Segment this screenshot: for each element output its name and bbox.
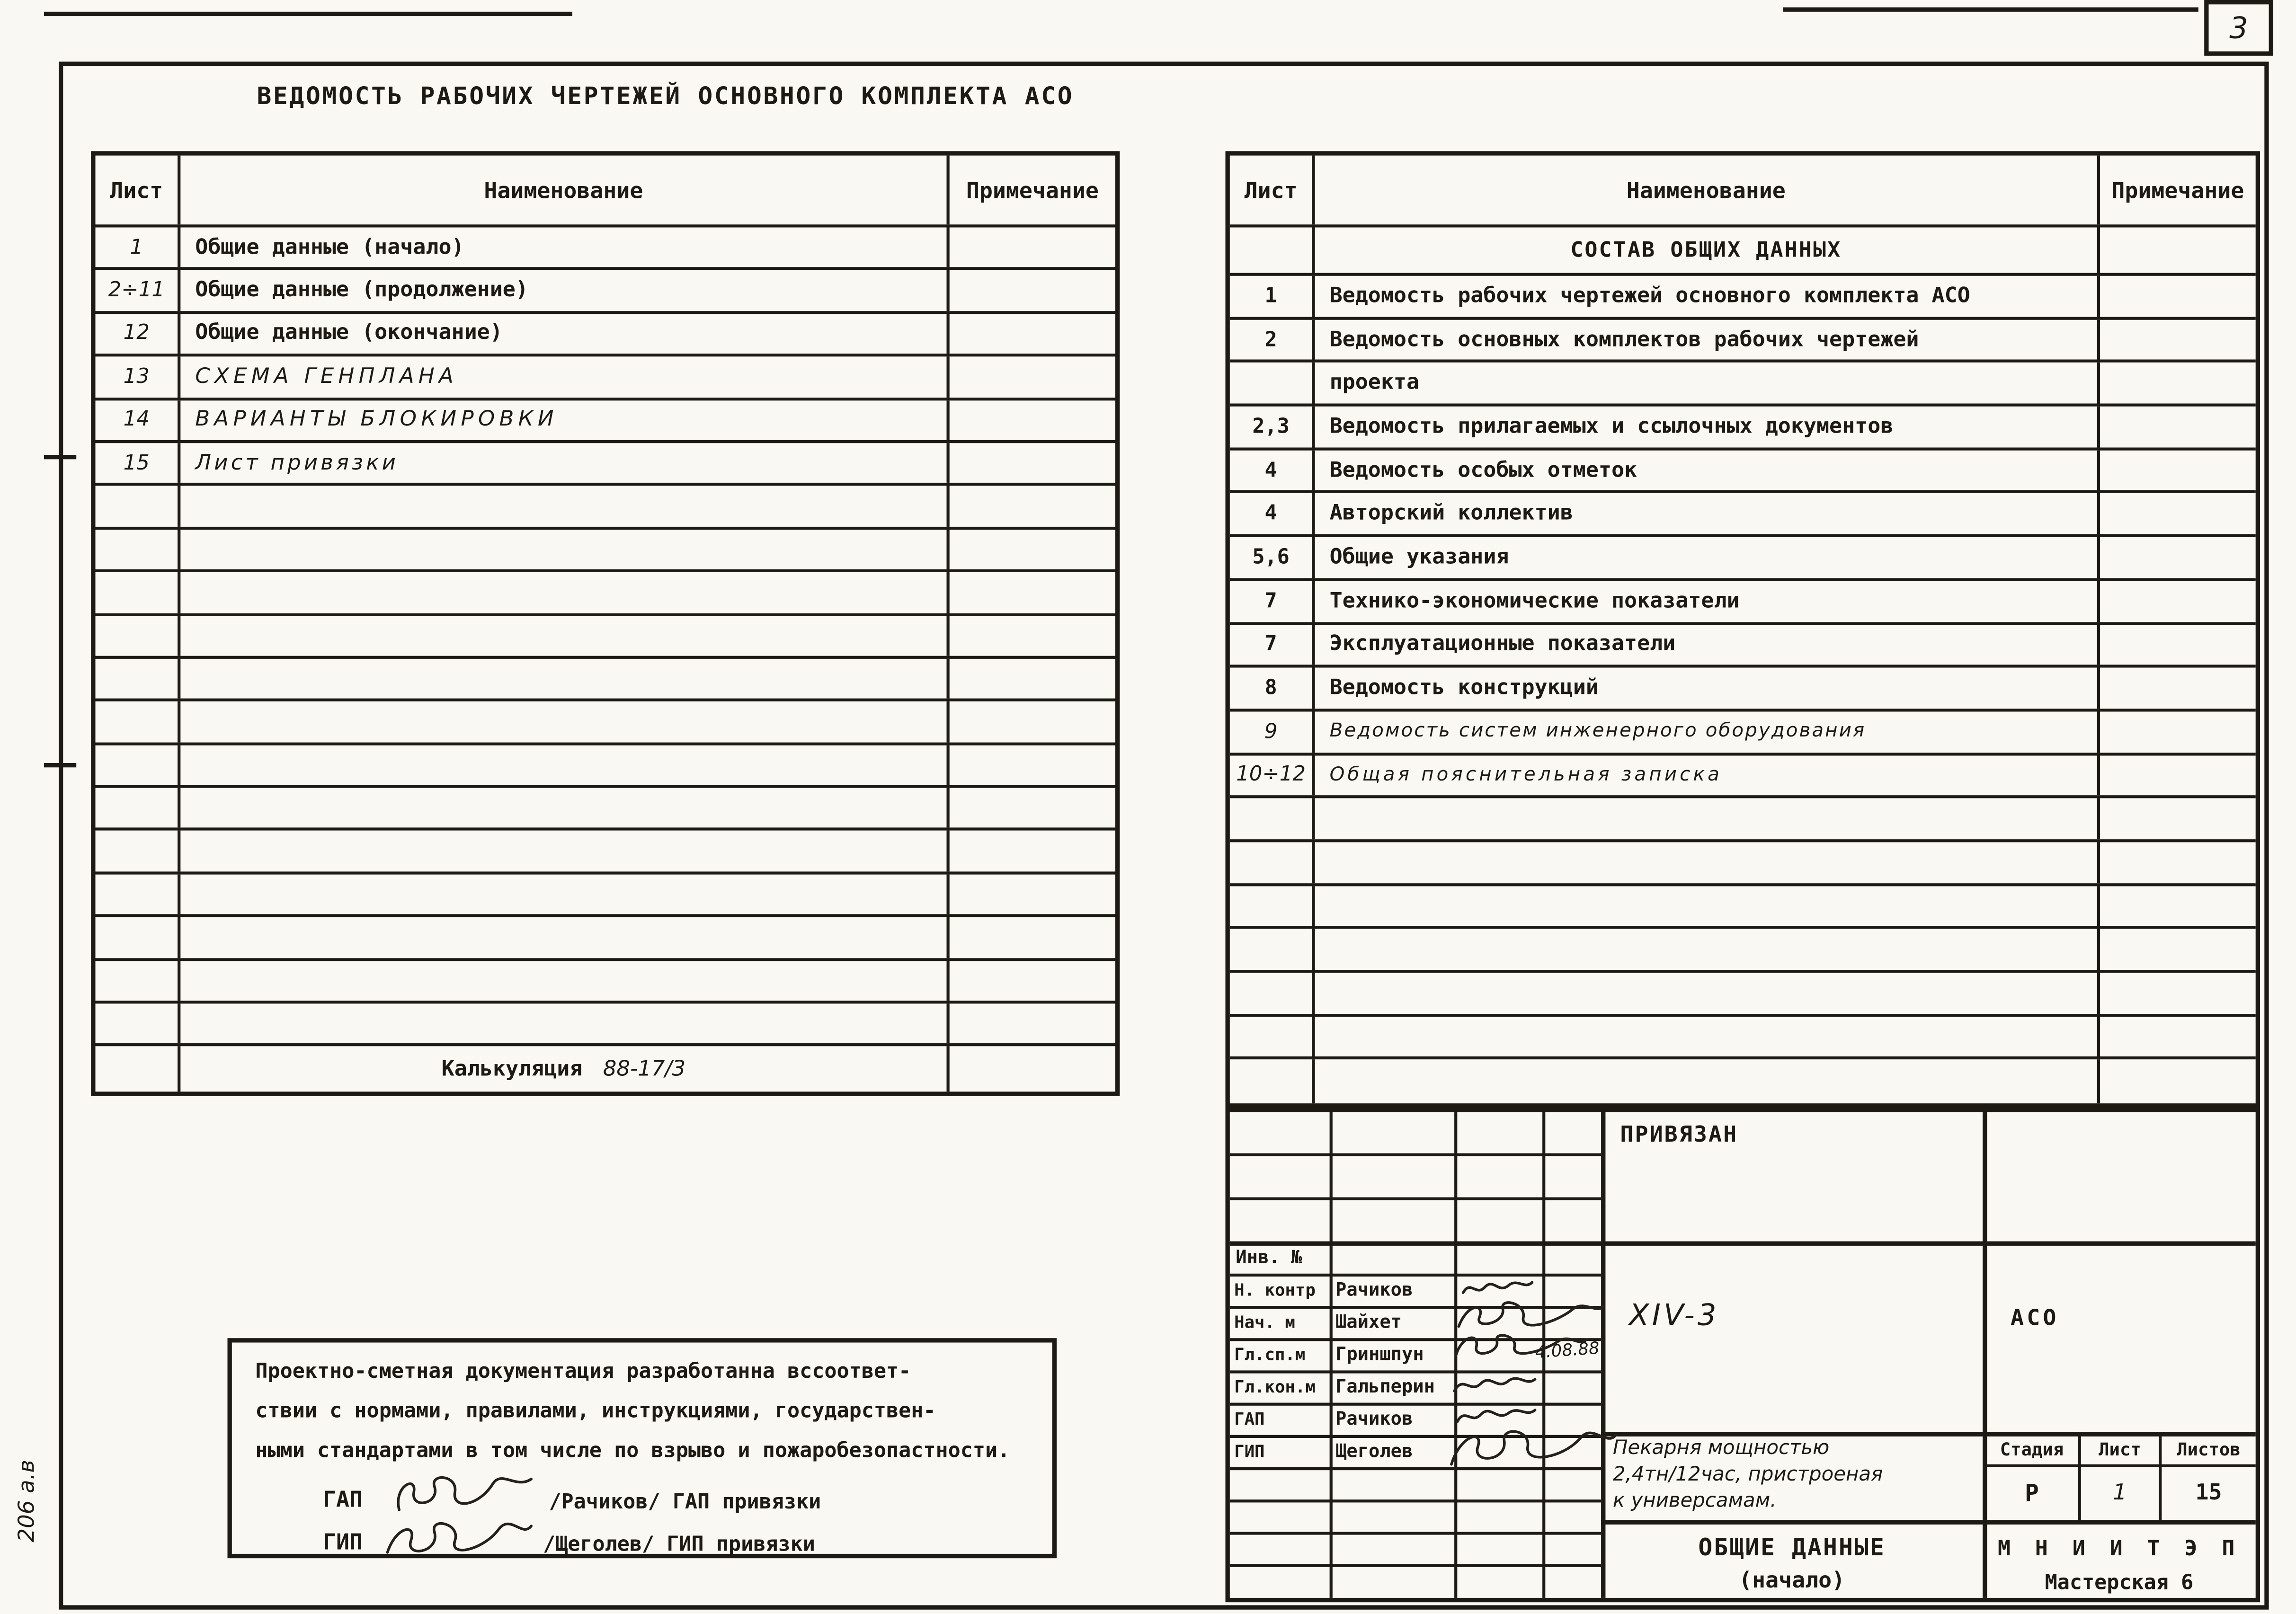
signature-date: 4.08.88 — [1534, 1337, 1601, 1363]
table-row-empty — [1230, 973, 2256, 1016]
stamp-grid-line — [1230, 1197, 1601, 1200]
signature-icon — [1442, 1423, 1619, 1479]
table-row — [96, 443, 1116, 486]
sheet-cell: 2÷11 — [96, 271, 181, 311]
name-cell: Ведомость рабочих чертежей основного комплекта АСО — [1315, 276, 2100, 317]
table-header-row — [96, 156, 1116, 228]
table-header-row — [1230, 156, 2256, 228]
doc-title-subline: (начало) — [1739, 1567, 1845, 1594]
table-row-empty — [96, 831, 1116, 874]
role-label: Гл.сп.м — [1234, 1344, 1306, 1365]
calculation-row — [96, 1047, 1116, 1092]
sheet-cell: 7 — [1230, 624, 1315, 665]
name-cell: Общие данные (начало) — [180, 228, 949, 268]
name-cell: СХЕМА ГЕНПЛАНА — [180, 357, 949, 397]
name-cell: Ведомость особых отметок — [1315, 450, 2100, 491]
table-row-empty — [1230, 929, 2256, 973]
note-cell — [2100, 228, 2256, 273]
stamp-grid-line — [1601, 1112, 1605, 1598]
table-row — [1230, 581, 2256, 624]
calculation-cell — [180, 1047, 949, 1092]
header-note: Примечание — [966, 177, 1099, 204]
sheets-value: 15 — [2195, 1479, 2222, 1506]
stamp-grid-line — [1230, 1370, 1601, 1373]
table-row — [1230, 668, 2256, 711]
header-name: Наименование — [180, 156, 949, 225]
sheet-cell: 1 — [96, 228, 181, 268]
name-cell: Эксплуатационные показатели — [1315, 624, 2100, 665]
sheet-cell: 5,6 — [1230, 537, 1315, 578]
person-name: Рачиков — [1335, 1278, 1413, 1300]
sheet-cell: 12 — [96, 314, 181, 354]
name-cell: Ведомость прилагаемых и ссылочных документов — [1315, 407, 2100, 447]
gip-role-label: ГИП — [323, 1529, 363, 1555]
person-name: Щеголев — [1335, 1439, 1413, 1462]
fold-mark — [44, 763, 76, 767]
note-cell — [2100, 581, 2256, 621]
role-label: ГАП — [1234, 1409, 1265, 1429]
table-row — [1230, 494, 2256, 537]
section-header-row — [1230, 228, 2256, 276]
table-row — [1230, 363, 2256, 407]
disclaimer-line: ствии с нормами, правилами, инструкциями, государствен- — [255, 1400, 936, 1423]
stamp-grid-line — [1230, 1242, 2256, 1245]
table-row-empty — [96, 702, 1116, 745]
note-cell — [2100, 711, 2256, 752]
person-name: Шайхет — [1335, 1310, 1402, 1332]
note-cell — [2100, 276, 2256, 317]
name-cell: Общие данные (окончание) — [180, 314, 949, 354]
gap-role-label: ГАП — [323, 1486, 363, 1513]
top-rule-right — [1783, 8, 2198, 12]
table-row — [1230, 319, 2256, 363]
sheet-cell — [1230, 363, 1315, 404]
header-name: Наименование — [1315, 156, 2100, 225]
disclaimer-box — [228, 1338, 1057, 1558]
name-cell: Ведомость основных комплектов рабочих чертежей — [1315, 319, 2100, 360]
note-cell — [2100, 537, 2256, 578]
project-code: XIV-3 — [1629, 1297, 1719, 1332]
sheet-cell: 14 — [96, 400, 181, 440]
stamp-grid-line — [1230, 1532, 1601, 1534]
table-row-empty — [96, 960, 1116, 1003]
sheet-cell: 2 — [1230, 319, 1315, 360]
sheet-cell — [1230, 228, 1315, 273]
sheet-cell: 8 — [1230, 668, 1315, 709]
general-data-contents-table — [1226, 151, 2260, 1108]
sheet-cell: 4 — [1230, 494, 1315, 534]
note-cell — [950, 1047, 1115, 1092]
organization-unit: Мастерская 6 — [2045, 1571, 2194, 1595]
name-cell: Общие данные (продолжение) — [180, 271, 949, 311]
gip-signature-name: /Щеголев/ ГИП привязки — [543, 1533, 815, 1557]
sheet-number-box — [2204, 0, 2273, 56]
header-sheet: Лист — [1230, 156, 1315, 225]
note-cell — [2100, 624, 2256, 665]
top-rule-left — [44, 12, 572, 16]
gap-signature-name: /Рачиков/ ГАП привязки — [549, 1490, 821, 1515]
disclaimer-line: Проектно-сметная документация разработанна вссоответ- — [255, 1360, 911, 1384]
sheet-cell: 2,3 — [1230, 407, 1315, 447]
table-row-empty — [1230, 1060, 2256, 1103]
note-cell — [950, 271, 1115, 311]
stamp-grid-line — [1983, 1112, 1986, 1598]
stamp-grid-line — [1330, 1112, 1333, 1598]
stamp-grid-line — [1230, 1499, 1601, 1502]
stamp-grid-line — [1230, 1274, 1601, 1277]
fold-mark — [44, 455, 76, 459]
note-cell — [950, 400, 1115, 440]
section-title: СОСТАВ ОБЩИХ ДАННЫХ — [1315, 228, 2100, 273]
margin-inventory-note: 206 а.в — [13, 1460, 40, 1543]
table-row — [96, 271, 1116, 314]
role-label: Гл.кон.м — [1234, 1376, 1316, 1397]
binding-status: ПРИВЯЗАН — [1620, 1121, 1738, 1148]
sheet-cell — [96, 1047, 181, 1092]
table-row — [96, 314, 1116, 357]
stage-header: Стадия — [2000, 1439, 2064, 1460]
person-name: Гальперин — [1335, 1375, 1435, 1397]
table-row — [96, 400, 1116, 443]
calculation-value: 88-17/3 — [603, 1057, 686, 1082]
signature-icon — [391, 1472, 537, 1525]
drawings-register-table — [91, 151, 1120, 1097]
table-row — [1230, 755, 2256, 798]
object-name-line: Пекарня мощностью — [1612, 1436, 1830, 1460]
note-cell — [950, 357, 1115, 397]
sheet-cell: 1 — [1230, 276, 1315, 317]
table-row — [1230, 407, 2256, 450]
signature-icon — [1459, 1277, 1535, 1300]
stamp-grid-line — [1983, 1464, 2256, 1467]
doc-title: ОБЩИЕ ДАННЫЕ — [1698, 1533, 1886, 1561]
name-cell: проекта — [1315, 363, 2100, 404]
stamp-grid-line — [1601, 1432, 2256, 1436]
sheet-value: 1 — [2113, 1479, 2127, 1506]
table-row — [1230, 450, 2256, 494]
table-row-empty — [96, 1003, 1116, 1046]
signature-icon — [382, 1517, 536, 1564]
table-row-empty — [96, 788, 1116, 831]
header-note: Примечание — [2111, 177, 2244, 204]
table-row-empty — [96, 486, 1116, 529]
sheet-cell: 4 — [1230, 450, 1315, 491]
table-row — [1230, 537, 2256, 581]
header-sheet: Лист — [96, 156, 181, 225]
note-cell — [2100, 668, 2256, 709]
role-label: Н. контр — [1234, 1279, 1316, 1300]
name-cell: Ведомость систем инженерного оборудования — [1315, 711, 2100, 752]
table-row — [96, 228, 1116, 271]
table-row-empty — [96, 659, 1116, 702]
set-code: АСО — [2011, 1304, 2059, 1331]
table-row-empty — [96, 529, 1116, 572]
sheet-cell: 10÷12 — [1230, 755, 1315, 796]
sheet-cell: 13 — [96, 357, 181, 397]
table-row-empty — [96, 615, 1116, 658]
title-block — [1226, 1108, 2260, 1603]
object-name-line: к универсамам. — [1612, 1489, 1777, 1513]
table-row — [1230, 711, 2256, 755]
organization-name: М Н И И Т Э П — [1997, 1537, 2241, 1561]
note-cell — [2100, 363, 2256, 404]
calculation-label: Калькуляция — [441, 1057, 583, 1082]
name-cell: Технико-экономические показатели — [1315, 581, 2100, 621]
stamp-grid-line — [1230, 1403, 1601, 1406]
name-cell: ВАРИАНТЫ БЛОКИРОВКИ — [180, 400, 949, 440]
person-name: Рачиков — [1335, 1407, 1413, 1429]
signature-icon — [1450, 1372, 1538, 1399]
note-cell — [2100, 494, 2256, 534]
role-label: Нач. м — [1234, 1312, 1295, 1332]
table-row-empty — [1230, 886, 2256, 929]
inventory-label: Инв. № — [1236, 1245, 1302, 1268]
note-cell — [950, 228, 1115, 268]
table-row-empty — [96, 745, 1116, 788]
name-cell: Общие указания — [1315, 537, 2100, 578]
object-name-line: 2,4тн/12час, пристроеная — [1612, 1463, 1883, 1487]
table-row-empty — [1230, 842, 2256, 886]
table-row — [96, 357, 1116, 400]
table-row — [1230, 276, 2256, 319]
sheets-header: Листов — [2177, 1439, 2241, 1460]
table-row-empty — [96, 572, 1116, 615]
stage-value: Р — [2024, 1479, 2039, 1507]
stamp-grid-line — [1230, 1564, 1601, 1567]
name-cell: Авторский коллектив — [1315, 494, 2100, 534]
name-cell: Лист привязки — [180, 443, 949, 483]
table-row-empty — [96, 874, 1116, 917]
table-row-empty — [1230, 798, 2256, 842]
sheet-cell: 9 — [1230, 711, 1315, 752]
note-cell — [2100, 407, 2256, 447]
note-cell — [950, 314, 1115, 354]
role-label: ГИП — [1234, 1441, 1265, 1462]
name-cell: Общая пояснительная записка — [1315, 755, 2100, 796]
table-row — [1230, 624, 2256, 668]
table-row-empty — [96, 917, 1116, 960]
note-cell — [2100, 755, 2256, 796]
table-row-empty — [1230, 1016, 2256, 1060]
sheet-cell: 15 — [96, 443, 181, 483]
note-cell — [2100, 450, 2256, 491]
sheet-header: Лист — [2099, 1439, 2141, 1460]
note-cell — [2100, 319, 2256, 360]
person-name: Гриншпун — [1335, 1342, 1424, 1365]
sheet-cell: 7 — [1230, 581, 1315, 621]
disclaimer-line: ными стандартами в том числе по взрыво и пожаробезопастности. — [255, 1439, 1010, 1463]
note-cell — [950, 443, 1115, 483]
stamp-grid-line — [1601, 1520, 2256, 1524]
sheet-title: ВЕДОМОСТЬ РАБОЧИХ ЧЕРТЕЖЕЙ ОСНОВНОГО КОМПЛЕКТА АСО — [257, 82, 1074, 110]
corner-sheet-number: 3 — [2229, 10, 2248, 46]
name-cell: Ведомость конструкций — [1315, 668, 2100, 709]
stamp-grid-line — [1230, 1153, 1601, 1156]
